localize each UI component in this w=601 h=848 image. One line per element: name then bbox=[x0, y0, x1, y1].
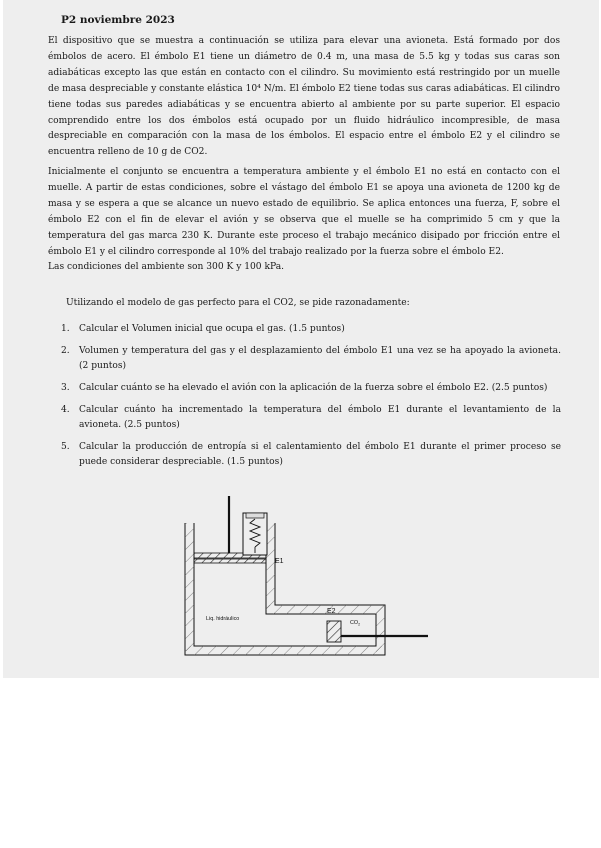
question-item bbox=[61, 344, 561, 374]
statement-paragraph-2 bbox=[48, 165, 560, 276]
question-text: Calcular la producción de entropía si el calentamiento del émbolo E1 durante el primer proceso se puede considerar despreciable. (1.5 puntos) bbox=[79, 442, 561, 467]
question-text: Calcular cuánto se ha elevado el avión con la aplicación de la fuerza sobre el émbolo E2. (2.5 puntos) bbox=[79, 383, 548, 393]
questions-intro: Utilizando el modelo de gas perfecto para el CO2, se pide razonadamente: bbox=[66, 298, 410, 308]
question-number: 2. bbox=[61, 346, 70, 356]
question-number: 1. bbox=[61, 324, 70, 334]
label-e2: E2 bbox=[327, 608, 336, 615]
question-item bbox=[61, 403, 561, 433]
label-hydraulic-fluid: Liq. hidráulico bbox=[206, 616, 240, 622]
question-number: 5. bbox=[61, 442, 70, 452]
label-e1: E1 bbox=[275, 558, 284, 565]
statement-paragraph-1 bbox=[48, 34, 560, 161]
question-text: Calcular el Volumen inicial que ocupa el gas. (1.5 puntos) bbox=[79, 324, 345, 334]
question-number: 3. bbox=[61, 383, 70, 393]
exam-sheet bbox=[3, 0, 599, 678]
ambient-conditions: Las condiciones del ambiente son 300 K y 100 kPa. bbox=[48, 262, 285, 273]
spring bbox=[243, 513, 267, 555]
question-text: Calcular cuánto ha incrementado la temperatura del émbolo E1 durante el levantamiento de la avioneta. (2.5 puntos) bbox=[79, 405, 561, 430]
piston-e2 bbox=[327, 621, 341, 642]
label-co2 bbox=[350, 620, 360, 627]
question-number: 4. bbox=[61, 405, 70, 415]
question-item bbox=[61, 440, 561, 470]
exam-title: P2 noviembre 2023 bbox=[61, 14, 175, 26]
question-list bbox=[61, 322, 561, 477]
statement-text-2: Inicialmente el conjunto se encuentra a temperatura ambiente y el émbolo E1 no está en contacto con el muelle. A partir de estas condiciones, sobre el vástago del émbolo E1 se apoya una avioneta de 1200 kg de masa y se espera a que se alcance un nuevo estado de equilibrio. Se aplica entonces una fuerza, F, sobre el émbolo E2 con el fin de elevar el avión y se observa que el muelle se ha comprimido 5 cm y que la temperatura del gas marca 230 K. Durante este proceso el trabajo mecánico disipado por fricción entre el émbolo E1 y el cilindro corresponde al 10% del trabajo realizado por la fuerza sobre el émbolo E2. bbox=[48, 167, 560, 257]
label-co2-subscript: 2 bbox=[358, 622, 361, 627]
question-text: Volumen y temperatura del gas y el desplazamiento del émbolo E1 una vez se ha apoyado la avioneta. (2 puntos) bbox=[79, 346, 561, 371]
question-item bbox=[61, 322, 561, 337]
label-co2-main: CO bbox=[350, 620, 359, 626]
statement-text-1: El dispositivo que se muestra a continuación se utiliza para elevar una avioneta. Está formado por dos émbolos de acero. El émbolo E1 tiene un diámetro de 0.4 m, una masa de 5.5 kg y todas sus caras son adiabáticas excepto las que están en contacto con el cilindro. Su movimiento está restringido por un muelle de masa despreciable y constante elástica 10⁴ N/m. El émbolo E2 tiene todas sus caras adiabáticas. El cilindro tiene todas sus paredes adiabáticas y se encuentra abierto al ambiente por su parte superior. El espacio comprendido entre los dos émbolos está ocupado por un fluido hidráulico incompresible, de masa despreciable en comparación con la masa de los émbolos. El espacio entre el émbolo E2 y el cilindro se encuentra relleno de 10 g de CO2. bbox=[48, 36, 560, 158]
question-item bbox=[61, 381, 561, 396]
device-diagram bbox=[178, 493, 438, 661]
